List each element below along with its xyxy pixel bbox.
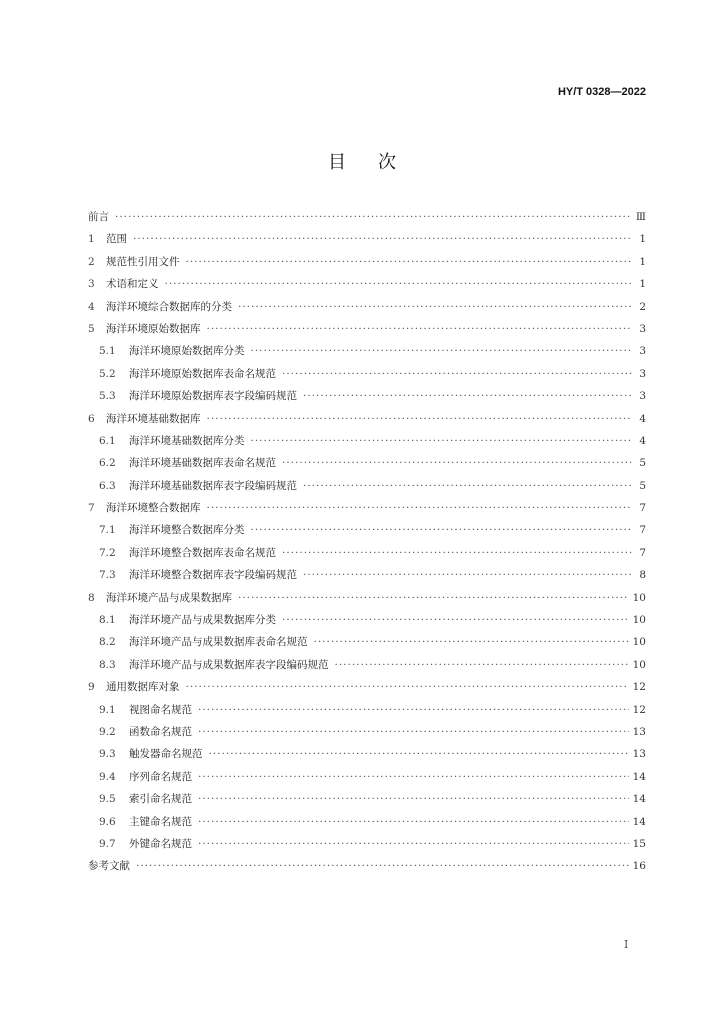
- toc-entry[interactable]: [88, 385, 646, 407]
- toc-entry-page: 14: [632, 815, 646, 828]
- toc-entry[interactable]: [88, 721, 646, 743]
- toc-entry-number: 6.2: [99, 457, 116, 470]
- dot-leader: [198, 766, 629, 788]
- standard-code: HY/T 0328—2022: [557, 86, 646, 98]
- toc-entry-page: 16: [632, 860, 646, 873]
- toc-entry-number: 9: [88, 681, 95, 694]
- toc-entry-label: 索引命名规范: [129, 793, 192, 806]
- toc-entry[interactable]: [88, 609, 646, 631]
- toc-entry[interactable]: [88, 743, 646, 765]
- dot-leader: [282, 452, 632, 474]
- toc-entry-label: 海洋环境整合数据库表命名规范: [129, 546, 276, 559]
- dot-leader: [238, 296, 632, 318]
- toc-entry-page: 1: [639, 255, 646, 268]
- dot-leader: [186, 251, 633, 273]
- toc-entry-number: 9.5: [99, 793, 116, 806]
- toc-entry-label: 海洋环境整合数据库分类: [129, 524, 245, 537]
- toc-entry-page: 4: [639, 434, 646, 447]
- dot-leader: [186, 676, 629, 698]
- toc-entry-label: 函数命名规范: [129, 725, 192, 738]
- table-of-contents: [88, 206, 646, 878]
- toc-entry-number: 5.2: [99, 367, 116, 380]
- toc-entry-label: 海洋环境整合数据库表字段编码规范: [129, 569, 297, 582]
- toc-entry-page: 14: [632, 770, 646, 783]
- toc-entry-label: 海洋环境基础数据库表字段编码规范: [129, 479, 297, 492]
- toc-entry[interactable]: [88, 699, 646, 721]
- dot-leader: [198, 699, 629, 721]
- toc-entry-label: 外键命名规范: [129, 837, 192, 850]
- dot-leader: [198, 721, 629, 743]
- toc-entry[interactable]: [88, 587, 646, 609]
- dot-leader: [198, 811, 629, 833]
- toc-entry-number: 8.3: [99, 658, 116, 671]
- toc-entry-label: 触发器命名规范: [129, 748, 203, 761]
- toc-entry-number: 5.1: [99, 345, 116, 358]
- toc-entry-page: 5: [639, 457, 646, 470]
- dot-leader: [282, 542, 632, 564]
- toc-entry-page: 3: [639, 345, 646, 358]
- toc-entry-label: 规范性引用文件: [106, 255, 180, 268]
- toc-entry[interactable]: [88, 340, 646, 362]
- dot-leader: [207, 408, 633, 430]
- toc-entry-page: 10: [632, 591, 646, 604]
- toc-entry-number: 6.1: [99, 434, 116, 447]
- toc-entry[interactable]: [88, 855, 646, 877]
- toc-entry-label: 视图命名规范: [129, 703, 192, 716]
- page-number: I: [624, 938, 629, 951]
- toc-entry-label: 海洋环境产品与成果数据库: [106, 591, 232, 604]
- dot-leader: [133, 228, 632, 250]
- toc-entry-number: 4: [88, 300, 95, 313]
- toc-entry[interactable]: [88, 363, 646, 385]
- toc-entry[interactable]: [88, 318, 646, 340]
- dot-leader: [207, 497, 633, 519]
- dot-leader: [335, 654, 629, 676]
- toc-entry-number: 8: [88, 591, 95, 604]
- toc-entry-label: 海洋环境原始数据库: [106, 322, 201, 335]
- toc-entry-page: 10: [632, 636, 646, 649]
- toc-entry-page: 3: [639, 322, 646, 335]
- dot-leader: [314, 631, 629, 653]
- toc-entry-label: 海洋环境基础数据库表命名规范: [129, 457, 276, 470]
- toc-entry-page: 14: [632, 793, 646, 806]
- toc-entry[interactable]: [88, 833, 646, 855]
- toc-entry-page: 13: [632, 725, 646, 738]
- toc-entry-page: 7: [639, 502, 646, 515]
- dot-leader: [238, 587, 629, 609]
- dot-leader: [251, 519, 633, 541]
- toc-entry-page: 13: [632, 748, 646, 761]
- toc-entry-number: 6.3: [99, 479, 116, 492]
- toc-entry[interactable]: [88, 408, 646, 430]
- toc-entry-number: 9.2: [99, 725, 116, 738]
- toc-entry-page: 5: [639, 479, 646, 492]
- dot-leader: [198, 833, 629, 855]
- dot-leader: [303, 475, 632, 497]
- toc-entry-number: 9.3: [99, 748, 116, 761]
- toc-entry[interactable]: [88, 519, 646, 541]
- dot-leader: [303, 385, 632, 407]
- toc-entry[interactable]: [88, 564, 646, 586]
- dot-leader: [207, 318, 633, 340]
- toc-entry-label: 术语和定义: [106, 278, 159, 291]
- toc-entry[interactable]: [88, 452, 646, 474]
- toc-entry-page: 3: [639, 390, 646, 403]
- toc-entry[interactable]: [88, 542, 646, 564]
- dot-leader: [303, 564, 632, 586]
- toc-entry-number: 7.1: [99, 524, 116, 537]
- toc-entry-number: 9.7: [99, 837, 116, 850]
- toc-entry-number: 8.2: [99, 636, 116, 649]
- toc-entry[interactable]: [88, 296, 646, 318]
- toc-entry-page: 1: [639, 233, 646, 246]
- dot-leader: [136, 855, 629, 877]
- toc-entry-number: 1: [88, 233, 95, 246]
- toc-entry-page: 3: [639, 367, 646, 380]
- toc-entry-label: 海洋环境产品与成果数据库分类: [129, 614, 276, 627]
- dot-leader: [198, 788, 629, 810]
- toc-entry-label: 海洋环境基础数据库: [106, 412, 201, 425]
- toc-entry-page: 10: [632, 658, 646, 671]
- toc-entry-page: 7: [639, 524, 646, 537]
- toc-entry[interactable]: [88, 206, 646, 228]
- toc-entry-label: 海洋环境基础数据库分类: [129, 434, 245, 447]
- toc-entry-number: 3: [88, 278, 95, 291]
- toc-entry[interactable]: [88, 631, 646, 653]
- toc-entry-label: 海洋环境原始数据库分类: [129, 345, 245, 358]
- toc-entry[interactable]: [88, 766, 646, 788]
- toc-entry[interactable]: [88, 273, 646, 295]
- toc-entry-page: 4: [639, 412, 646, 425]
- toc-entry-number: 7.2: [99, 546, 116, 559]
- dot-leader: [251, 340, 633, 362]
- toc-entry-number: 2: [88, 255, 95, 268]
- toc-entry-number: 5: [88, 322, 95, 335]
- toc-entry-label: 主键命名规范: [129, 815, 192, 828]
- toc-entry-number: 6: [88, 412, 95, 425]
- toc-entry-page: 12: [632, 681, 646, 694]
- toc-entry-page: 2: [639, 300, 646, 313]
- toc-entry-page: 8: [639, 569, 646, 582]
- dot-leader: [251, 430, 633, 452]
- toc-entry[interactable]: [88, 811, 646, 833]
- toc-entry-label: 参考文献: [88, 860, 130, 873]
- toc-entry-number: 9.4: [99, 770, 116, 783]
- toc-entry-label: 海洋环境原始数据库表命名规范: [129, 367, 276, 380]
- toc-entry-number: 9.6: [99, 815, 116, 828]
- toc-entry-page: 10: [632, 614, 646, 627]
- toc-entry-number: 7.3: [99, 569, 116, 582]
- toc-entry[interactable]: [88, 497, 646, 519]
- toc-entry-label: 海洋环境整合数据库: [106, 502, 201, 515]
- toc-entry-page: 12: [632, 703, 646, 716]
- dot-leader: [282, 609, 629, 631]
- toc-entry[interactable]: [88, 676, 646, 698]
- toc-entry[interactable]: [88, 788, 646, 810]
- toc-entry-label: 通用数据库对象: [106, 681, 180, 694]
- toc-entry-number: 7: [88, 502, 95, 515]
- dot-leader: [209, 743, 629, 765]
- toc-entry[interactable]: [88, 475, 646, 497]
- toc-entry-page: 15: [632, 837, 646, 850]
- toc-entry-page: 1: [639, 278, 646, 291]
- toc-entry-label: 海洋环境产品与成果数据库表字段编码规范: [129, 658, 329, 671]
- toc-entry-label: 范围: [106, 233, 127, 246]
- toc-entry-number: 8.1: [99, 614, 116, 627]
- toc-entry-label: 前言: [88, 211, 109, 223]
- toc-entry-number: 9.1: [99, 703, 116, 716]
- toc-entry-label: 海洋环境产品与成果数据库表命名规范: [129, 636, 308, 649]
- toc-entry[interactable]: [88, 251, 646, 273]
- toc-entry[interactable]: [88, 654, 646, 676]
- toc-entry-number: 5.3: [99, 390, 116, 403]
- toc-entry-label: 序列命名规范: [129, 770, 192, 783]
- page-title: 目次: [328, 152, 428, 173]
- dot-leader: [115, 206, 632, 228]
- toc-entry-page: 7: [639, 546, 646, 559]
- toc-entry[interactable]: [88, 430, 646, 452]
- dot-leader: [282, 363, 632, 385]
- toc-entry-page: Ⅲ: [635, 211, 646, 223]
- toc-entry-label: 海洋环境原始数据库表字段编码规范: [129, 390, 297, 403]
- toc-entry[interactable]: [88, 228, 646, 250]
- dot-leader: [165, 273, 633, 295]
- toc-entry-label: 海洋环境综合数据库的分类: [106, 300, 232, 313]
